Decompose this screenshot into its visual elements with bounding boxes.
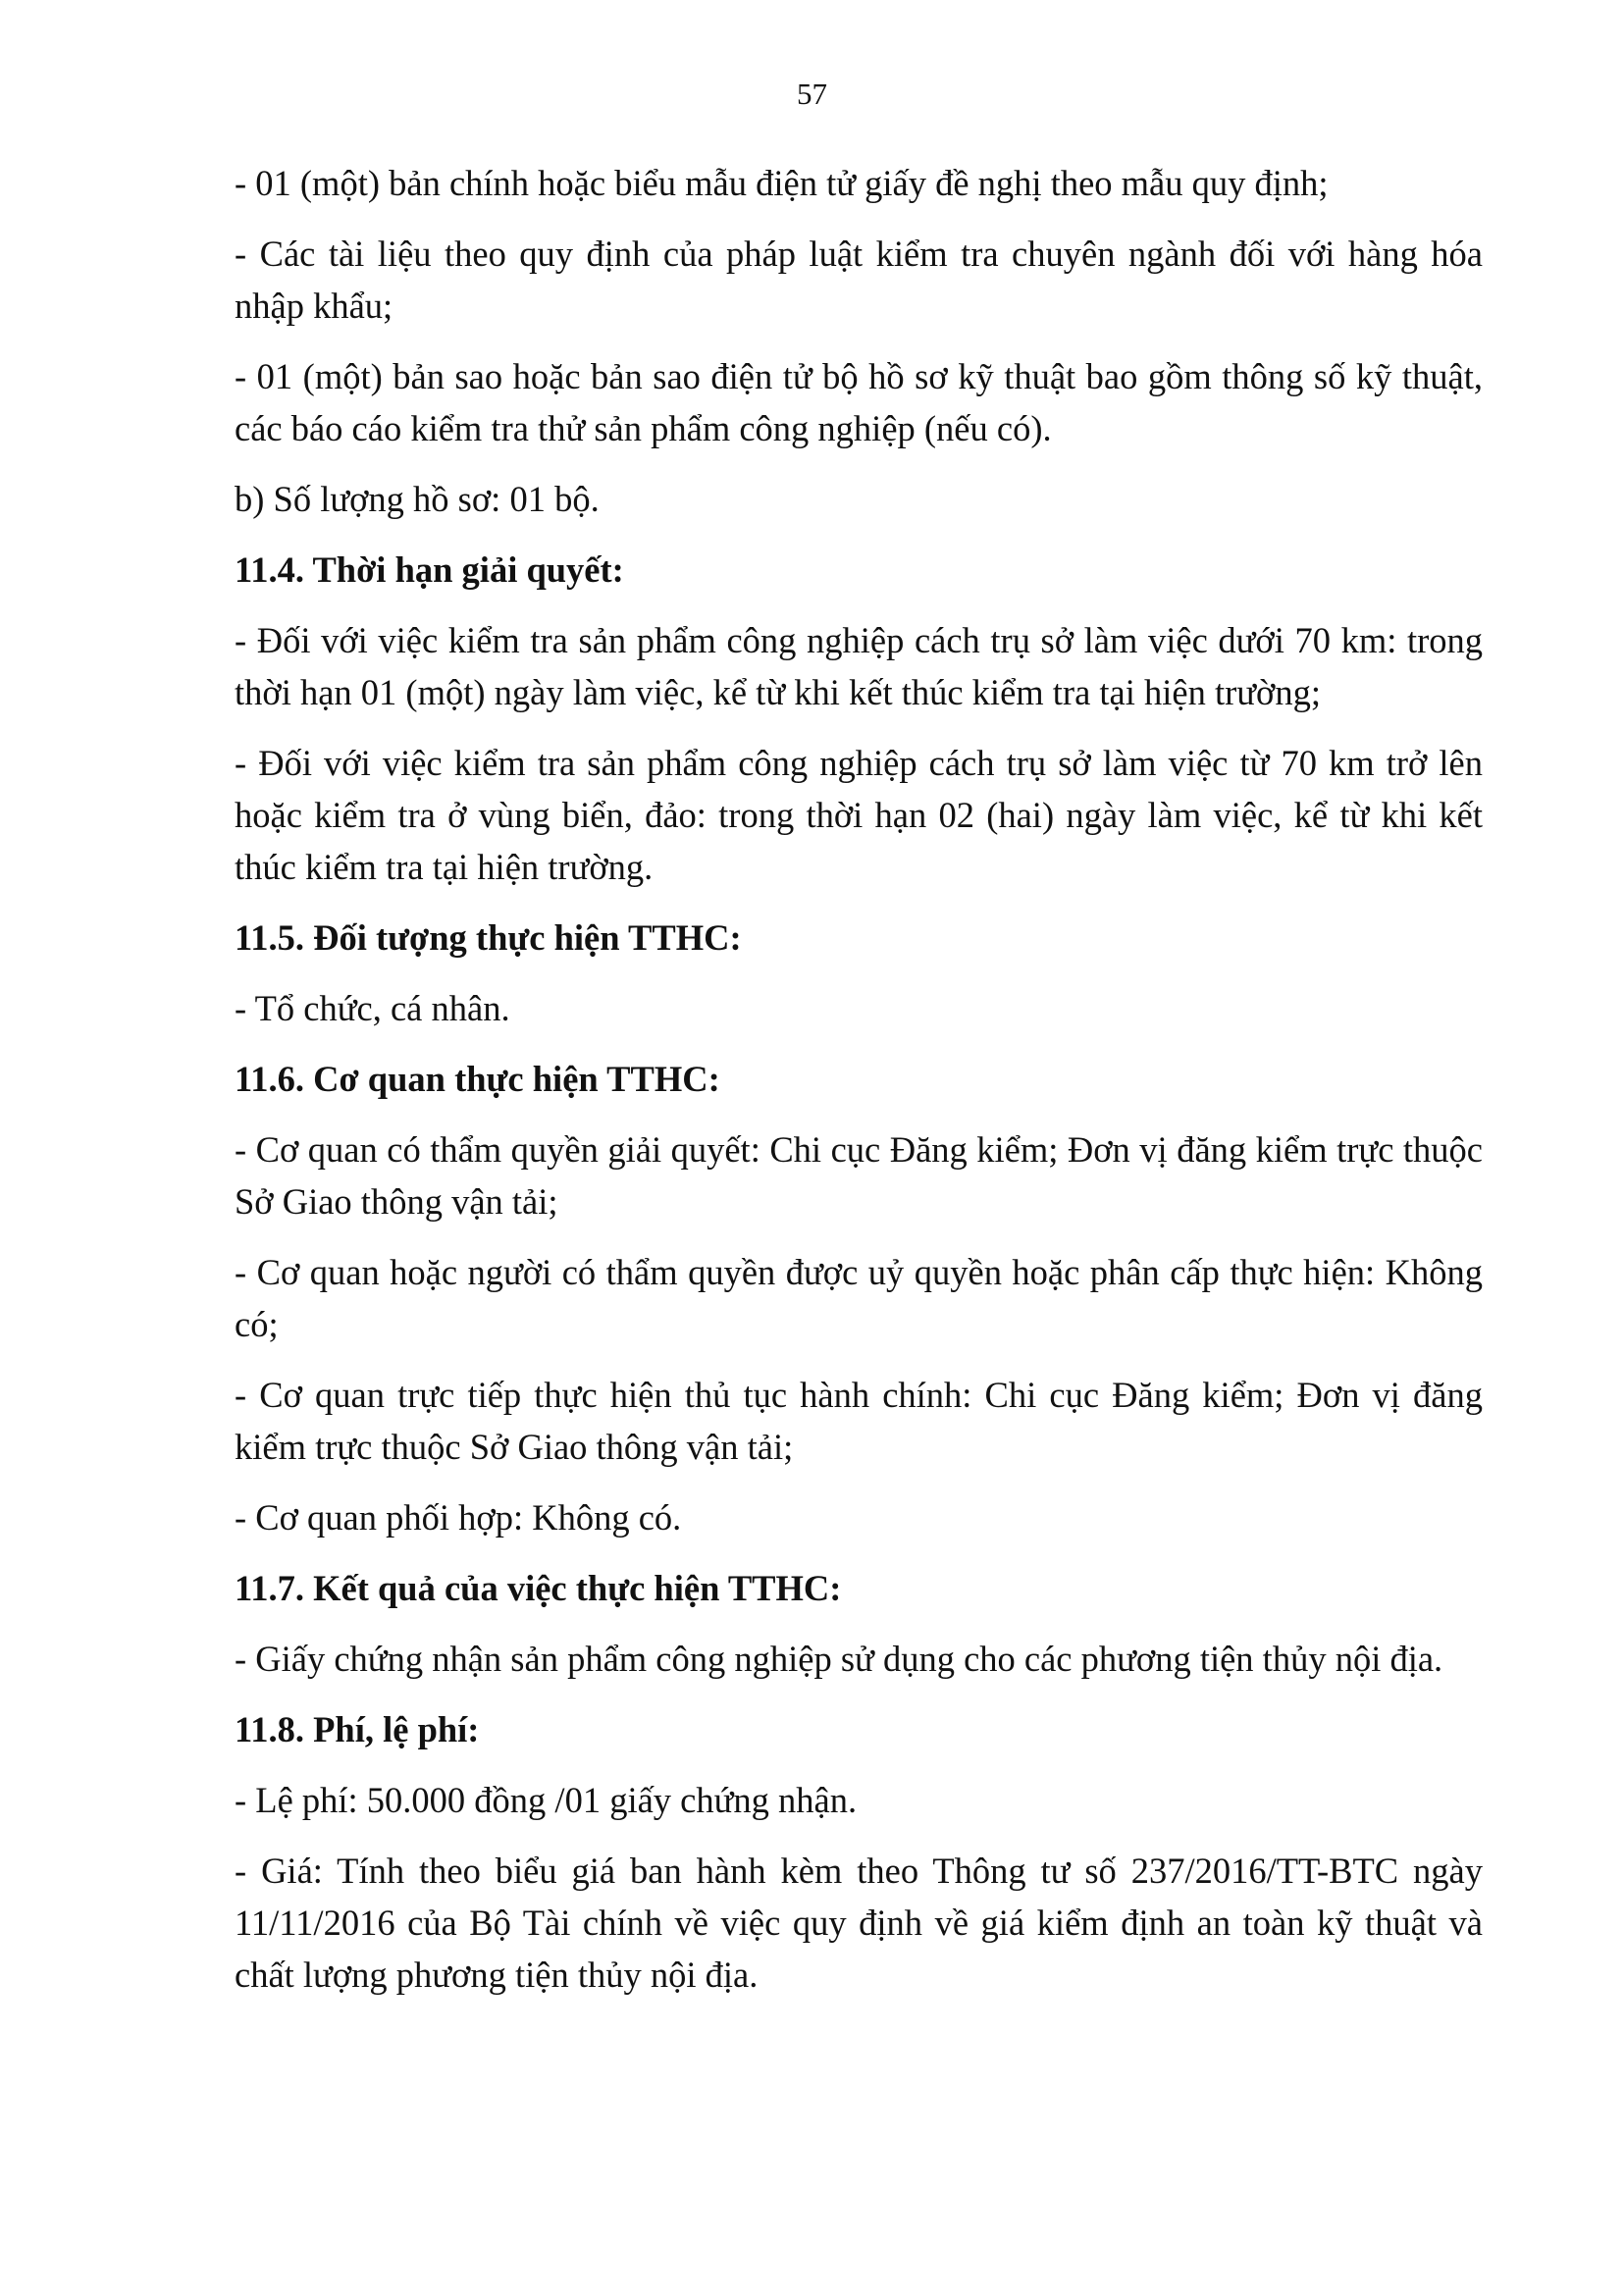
- paragraph: - Các tài liệu theo quy định của pháp luật kiểm tra chuyên ngành đối với hàng hóa nhập khẩu;: [235, 234, 1483, 326]
- section-heading: 11.6. Cơ quan thực hiện TTHC:: [235, 1059, 720, 1099]
- page-number: 57: [797, 77, 827, 111]
- paragraph: - 01 (một) bản sao hoặc bản sao điện tử bộ hồ sơ kỹ thuật bao gồm thông số kỹ thuật, các báo cáo kiểm tra thử sản phẩm công nghiệp (nếu có).: [235, 356, 1483, 448]
- section-heading: 11.7. Kết quả của việc thực hiện TTHC:: [235, 1568, 842, 1608]
- paragraph: - Giá: Tính theo biểu giá ban hành kèm theo Thông tư số 237/2016/TT-BTC ngày 11/11/2016 của Bộ Tài chính về việc quy định về giá kiểm định an toàn kỹ thuật và chất lượng phương tiện thủy nội địa.: [235, 1851, 1483, 1995]
- section-heading: 11.8. Phí, lệ phí:: [235, 1709, 480, 1749]
- paragraph: - Cơ quan có thẩm quyền giải quyết: Chi cục Đăng kiểm; Đơn vị đăng kiểm trực thuộc Sở Giao thông vận tải;: [235, 1129, 1483, 1222]
- paragraph: - Cơ quan trực tiếp thực hiện thủ tục hành chính: Chi cục Đăng kiểm; Đơn vị đăng kiểm trực thuộc Sở Giao thông vận tải;: [235, 1375, 1483, 1467]
- paragraph: - Giấy chứng nhận sản phẩm công nghiệp sử dụng cho các phương tiện thủy nội địa.: [235, 1639, 1443, 1679]
- paragraph: - 01 (một) bản chính hoặc biểu mẫu điện tử giấy đề nghị theo mẫu quy định;: [235, 163, 1329, 203]
- paragraph: b) Số lượng hồ sơ: 01 bộ.: [235, 479, 600, 519]
- paragraph: - Đối với việc kiểm tra sản phẩm công nghiệp cách trụ sở làm việc từ 70 km trở lên hoặc kiểm tra ở vùng biển, đảo: trong thời hạn 02 (hai) ngày làm việc, kể từ khi kết thúc kiểm tra tại hiện trường.: [235, 743, 1483, 887]
- document-body: [235, 157, 1483, 2019]
- paragraph: - Đối với việc kiểm tra sản phẩm công nghiệp cách trụ sở làm việc dưới 70 km: trong thời hạn 01 (một) ngày làm việc, kể từ khi kết thúc kiểm tra tại hiện trường;: [235, 620, 1483, 712]
- paragraph: - Lệ phí: 50.000 đồng /01 giấy chứng nhận.: [235, 1780, 858, 1820]
- paragraph: - Tổ chức, cá nhân.: [235, 988, 510, 1028]
- section-heading: 11.4. Thời hạn giải quyết:: [235, 549, 624, 590]
- section-heading: 11.5. Đối tượng thực hiện TTHC:: [235, 917, 742, 958]
- paragraph: - Cơ quan phối hợp: Không có.: [235, 1497, 682, 1538]
- paragraph: - Cơ quan hoặc người có thẩm quyền được uỷ quyền hoặc phân cấp thực hiện: Không có;: [235, 1252, 1483, 1344]
